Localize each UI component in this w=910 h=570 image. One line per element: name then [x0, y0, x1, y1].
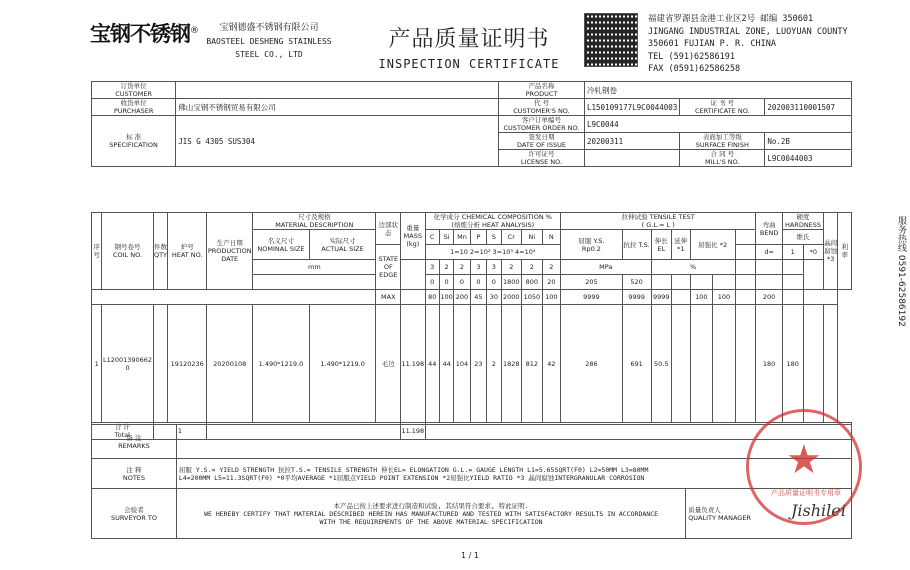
col-ts: 抗拉 T.S. — [622, 230, 651, 260]
min-ni: 800 — [522, 275, 543, 290]
certification-statement: 本产品已按上述要求进行制造和试验, 其结果符合要求, 特此证明. WE HEREBY CERTIFY THAT MATERIAL DESCRIBED HEREIN HAS MANUFACTURED AND TESTED WITH SATISFACTORY RESULTS IN ACCORDANCE WITH THE REQUIREMENTS OF THE ABOVE MATERIAL SPECIFICATION — [176, 489, 685, 539]
table-row — [92, 305, 852, 423]
spare-cell — [782, 260, 803, 275]
factor-legend: 1=10 2=10² 3=10³ 4=10⁴ — [425, 245, 561, 260]
company-address: 福建省罗源县金港工业区2号 邮编 350601 JINGANG INDUSTRIAL ZONE, LUOYUAN COUNTY 350601 FUJIAN P. R. CHINA TEL (591)62586191 FAX (0591)62586258 — [648, 14, 848, 74]
row-nominal: 1.490*1219.0 — [253, 305, 310, 423]
el-mn: Mn — [454, 230, 470, 245]
surface-finish-label: 表面加工等级 SURFACE FINISH — [680, 133, 765, 150]
spare-cell — [803, 290, 838, 305]
signature: Jishilei — [791, 501, 846, 520]
purchaser-value: 佛山宝钢不锈钢贸易有限公司 — [176, 99, 499, 116]
surveyor-label: 会验者 SURVEYOR TO — [92, 489, 177, 539]
row-ys: 286 — [561, 305, 623, 423]
hotline-text: 服务热线 0591-62586192 — [896, 216, 906, 327]
star-icon: ★ — [786, 437, 822, 483]
spare-cell — [713, 305, 736, 423]
spare-cell — [735, 275, 756, 290]
document-title: 产品质量证明书 INSPECTION CERTIFICATE — [378, 27, 560, 71]
min-s: 0 — [487, 275, 501, 290]
col-actual: 实际尺寸 ACTUAL SIZE — [309, 230, 376, 260]
spare-cell — [803, 305, 824, 423]
customer-label: 订货单位 CUSTOMER — [92, 82, 176, 99]
hv-max: 200 — [756, 290, 783, 305]
row-mass: 11.198 — [401, 305, 425, 423]
remarks-label: 备 注 REMARKS — [92, 425, 177, 459]
exp-si: 2 — [439, 260, 453, 275]
spare-cell — [735, 305, 756, 423]
col-ys: 屈服 Y.S. Rp0.2 — [561, 230, 623, 260]
col-nominal: 名义尺寸 NOMINAL SIZE — [253, 230, 310, 260]
col-state-of-edge: STATE OF EDGE — [376, 245, 401, 290]
yr-b: 100 — [713, 290, 736, 305]
el-s: S — [487, 230, 501, 245]
min-si: 0 — [439, 275, 453, 290]
row-si: 44 — [439, 305, 453, 423]
specification-value: JIS G 4305 SUS304 — [176, 116, 499, 167]
el-p: P — [470, 230, 486, 245]
max-ni: 1050 — [522, 290, 543, 305]
col-el: 伸长 EL — [651, 230, 672, 260]
test-results-table — [91, 212, 852, 440]
col-mass: 重量 MASS (kg) — [401, 213, 425, 260]
el-c: C — [425, 230, 439, 245]
col-hardness: 硬度 HARDNESS — [782, 213, 823, 230]
row-c: 44 — [425, 305, 439, 423]
min-cr: 1800 — [501, 275, 522, 290]
spare-cell — [153, 305, 167, 423]
certificate-page — [56, 4, 906, 564]
col-edge: 边部状态 — [376, 213, 401, 245]
spare-cell — [782, 275, 803, 290]
col-rate: 利率 — [838, 213, 852, 290]
exp-ni: 2 — [522, 260, 543, 275]
row-ni: 812 — [522, 305, 543, 423]
date-of-issue-label: 签发日期 DATE OF ISSUE — [498, 133, 584, 150]
col-qty: 件数 QTY — [153, 213, 167, 290]
row-n: 42 — [542, 305, 560, 423]
spare-cell — [735, 290, 756, 305]
spare-cell — [672, 305, 690, 423]
col-elong: 延伸 *1 — [672, 230, 690, 260]
el-max: 9999 — [651, 290, 672, 305]
hv-b: *0 — [803, 245, 824, 260]
col-yr: 屈强比 *2 — [690, 230, 735, 260]
spare-cell — [690, 305, 713, 423]
spare-cell — [690, 275, 713, 290]
footer-table — [91, 424, 852, 539]
hv-a: 1 — [782, 245, 803, 260]
min-c: 0 — [425, 275, 439, 290]
bend-d: d= — [756, 245, 783, 260]
order-no-value: L9C0044 — [585, 116, 852, 133]
exp-p: 3 — [470, 260, 486, 275]
size-unit: mm — [253, 260, 376, 275]
row-cr: 1828 — [501, 305, 522, 423]
ts-min: 520 — [622, 275, 651, 290]
purchaser-label: 收货单位 PURCHASER — [92, 99, 176, 116]
company-name: 宝钢德盛不锈钢有限公司 BAOSTEEL DESHENG STAINLESS STEEL CO., LTD — [206, 23, 332, 59]
ys-min: 205 — [561, 275, 623, 290]
max-p: 45 — [470, 290, 486, 305]
mill-no-value: L9C0044003 — [765, 150, 852, 167]
max-mn: 200 — [454, 290, 470, 305]
el-n: N — [542, 230, 560, 245]
spare-cell — [672, 275, 690, 290]
surface-finish-value: No.2B — [765, 133, 852, 150]
certificate-no-label: 证 书 号 CERTIFICATE NO. — [680, 99, 765, 116]
row-coil: L12001390662 0 — [102, 305, 154, 423]
min-n: 20 — [542, 275, 560, 290]
col-intergranular: 晶间腐蚀 *3 — [824, 213, 838, 290]
yr-a: 100 — [690, 290, 713, 305]
row-hv-a: 180 — [756, 305, 783, 423]
max-si: 100 — [439, 290, 453, 305]
spare-cell — [735, 245, 756, 260]
spare-cell — [824, 305, 838, 423]
col-chemistry: 化学成分 CHEMICAL COMPOSITION % (熔炼分析 HEAT ANALYSIS) — [425, 213, 561, 230]
row-ts: 691 — [622, 305, 651, 423]
exp-c: 3 — [425, 260, 439, 275]
mill-no-label: 合 同 号 MILL'S NO. — [680, 150, 765, 167]
customer-no-label: 代 号 CUSTOMER'S NO. — [498, 99, 584, 116]
product-value: 冷轧钢卷 — [585, 82, 852, 99]
spare-cell — [713, 275, 736, 290]
ts-max: 9999 — [622, 290, 651, 305]
mass-unit — [401, 260, 425, 290]
max-cr: 2000 — [501, 290, 522, 305]
order-no-label: 客户订单编号 CUSTOMER ORDER NO. — [498, 116, 584, 133]
unit-percent: % — [651, 260, 735, 275]
spare-cell — [401, 290, 425, 305]
page-number: 1 / 1 — [461, 551, 479, 560]
col-tensile: 拉伸试验 TENSILE TEST ( G.L.= L ) — [561, 213, 756, 230]
col-bend: 弯曲 BEND — [756, 213, 783, 245]
row-hv-b: 180 — [782, 305, 803, 423]
qr-code-icon — [584, 13, 638, 67]
specification-label: 标 准 SPECIFICATION — [92, 116, 176, 167]
customer-value — [176, 82, 499, 99]
min-p: 0 — [470, 275, 486, 290]
row-actual: 1.490*1219.0 — [309, 305, 376, 423]
col-coil: 钢号卷号 COIL NO. — [102, 213, 154, 290]
row-edge: 毛边 — [376, 305, 401, 423]
total-label: 合 计 Total — [92, 423, 154, 440]
spare-cell — [756, 275, 783, 290]
el-cr: Cr — [501, 230, 522, 245]
row-date: 20200108 — [207, 305, 253, 423]
col-seq: 序号 — [92, 213, 102, 290]
license-no-label: 许可证号 LICENSE NO. — [498, 150, 584, 167]
max-s: 30 — [487, 290, 501, 305]
date-of-issue-value: 20200311 — [585, 133, 680, 150]
spare-cell — [782, 290, 803, 305]
min-mn: 0 — [454, 275, 470, 290]
col-hv: 维氏 — [782, 230, 823, 245]
spare-cell — [735, 260, 756, 275]
spare-cell — [672, 290, 690, 305]
col-production-date: 生产日期 PRODUCTION DATE — [207, 213, 253, 290]
el-ni: Ni — [522, 230, 543, 245]
exp-cr: 2 — [501, 260, 522, 275]
exp-n: 2 — [542, 260, 560, 275]
row-p: 23 — [470, 305, 486, 423]
customer-no-value: L150109177L9C0044003 — [585, 99, 680, 116]
spare-cell — [651, 275, 672, 290]
row-el: 50.5 — [651, 305, 672, 423]
notes-label: 注 释 NOTES — [92, 459, 177, 489]
total-mass: 11.198 — [401, 423, 425, 440]
col-spare — [735, 230, 756, 245]
spare-cell — [756, 260, 783, 275]
max-c: 80 — [425, 290, 439, 305]
notes-text: 屈服 Y.S.= YIELD STRENGTH 抗拉T.S.= TENSILE STRENGTH 伸长EL= ELONGATION G.L.= GAUGE LENGTH L1=5.65SQRT(F0) L2=50MM L3=80MM L4=200MM L5=11.3SQRT(F0) *0平均AVERAGE *1屈服点YIELD POINT EXTENSION *2屈强比YIELD RATIO *3 晶间腐蚀INTERGRANULAR CORROSION — [176, 459, 851, 489]
unit-mpa: MPa — [561, 260, 651, 275]
max-n: 100 — [542, 290, 560, 305]
exp-mn: 2 — [454, 260, 470, 275]
row-seq: 1 — [92, 305, 102, 423]
exp-s: 3 — [487, 260, 501, 275]
ys-max: 9999 — [561, 290, 623, 305]
max-label: MAX — [376, 290, 401, 305]
certificate-no-value: 202003110001507 — [765, 99, 852, 116]
col-heat: 炉号 HEAT NO. — [168, 213, 207, 290]
product-label: 产品名称 PRODUCT — [498, 82, 584, 99]
el-si: Si — [439, 230, 453, 245]
total-qty: 1 — [153, 423, 206, 440]
quality-manager: 质量负责人 QUALITY MANAGER — [686, 489, 852, 539]
spare-cell — [253, 275, 376, 290]
seal-text: 产品质量证明书专用章 — [771, 489, 841, 497]
company-logo: 宝钢不锈钢® — [90, 22, 198, 46]
spare-cell — [92, 290, 376, 305]
row-heat: 19120236 — [168, 305, 207, 423]
row-s: 2 — [487, 305, 501, 423]
col-size: 尺寸及规格 MATERIAL DESCRIPTION — [253, 213, 376, 230]
row-mn: 104 — [454, 305, 470, 423]
order-info-table — [91, 81, 852, 167]
license-no-value — [585, 150, 680, 167]
